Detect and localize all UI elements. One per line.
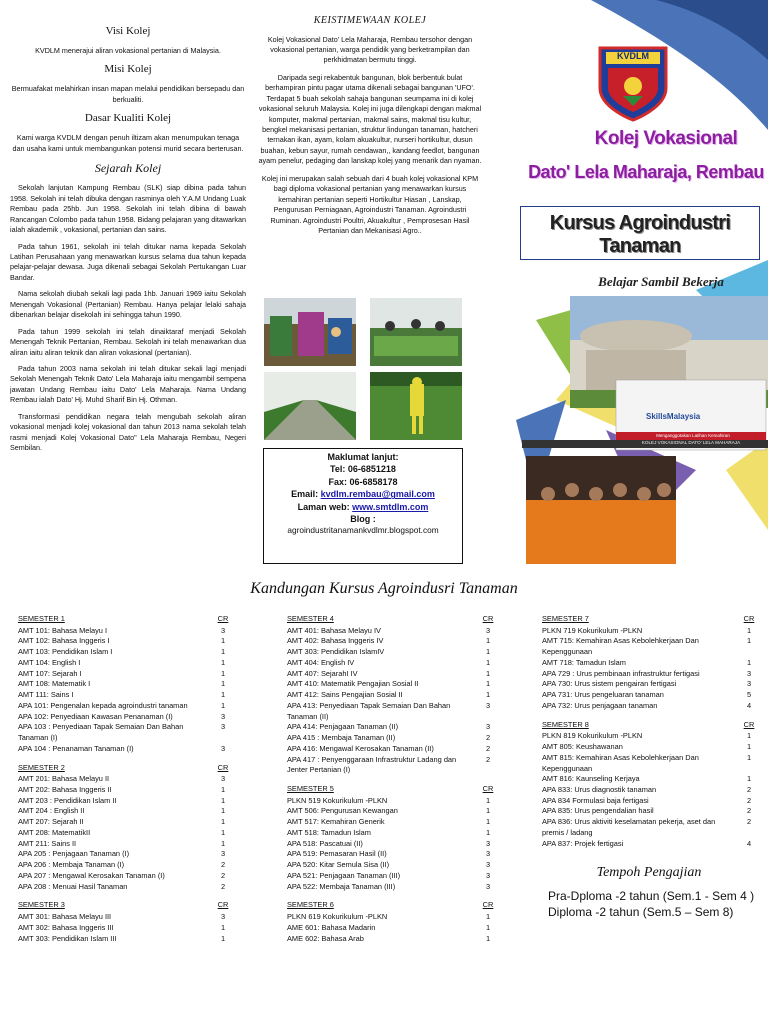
sejarah-para: Nama sekolah diubah sekali lagi pada 1hb. Januari 1969 iaitu Sekolah Menengah Vokasional (Pertanian) Rembau. Hanya pelajar lelaki sahaja dibenarkan belajar disekolah ini sehingga tahun 1990. bbox=[10, 289, 246, 320]
course-row bbox=[18, 934, 230, 945]
course-name: AME 601: Bahasa Madarin bbox=[287, 922, 376, 932]
course-credit: 5 bbox=[746, 690, 752, 700]
semester-block bbox=[542, 614, 756, 712]
semester-header bbox=[287, 784, 495, 795]
course-row bbox=[287, 658, 495, 669]
course-name: APA 417 : Penyenggaraan Infrastruktur Ladang dan Jenter Pertanian (I) bbox=[287, 754, 457, 775]
course-name: APA 413: Penyediaan Tapak Semaian Dan Bahan Tanaman (II) bbox=[287, 700, 451, 721]
course-row bbox=[18, 882, 230, 893]
course-credit: 1 bbox=[485, 922, 491, 932]
course-credit: 1 bbox=[220, 636, 226, 646]
cr-header: CR bbox=[482, 614, 494, 623]
contact-title: Maklumat lanjut: bbox=[327, 452, 399, 462]
misi-text: Bermuafakat melahirkan insan mapan melalui pendidikan bersepadu dan berkualiti. bbox=[11, 84, 245, 104]
course-credit: 1 bbox=[746, 636, 752, 646]
course-credit: 1 bbox=[485, 647, 491, 657]
course-credit: 1 bbox=[485, 827, 491, 837]
course-row bbox=[18, 636, 230, 647]
course-name: APA 205 : Penjagaan Tanaman (I) bbox=[18, 849, 130, 859]
course-credit: 1 bbox=[485, 668, 491, 678]
semester-header bbox=[18, 900, 230, 911]
course-name: AMT 404: English IV bbox=[287, 657, 355, 667]
course-name: APA 206 : Membaja Tanaman (I) bbox=[18, 860, 125, 870]
course-credit: 2 bbox=[485, 754, 491, 764]
course-credit: 1 bbox=[746, 657, 752, 667]
visi-text: KVDLM menerajui aliran vokasional pertanian di Malaysia. bbox=[35, 45, 221, 55]
semester-list bbox=[542, 614, 756, 849]
course-name: APA 101: Pengenalan kepada agroindustri tanaman bbox=[18, 700, 188, 710]
course-row bbox=[287, 882, 495, 893]
contact-box bbox=[263, 448, 463, 564]
course-name: AME 602: Bahasa Arab bbox=[287, 933, 364, 943]
course-row bbox=[542, 806, 756, 817]
cover-title-name: Dato' Lela Maharaja, Rembau bbox=[528, 162, 764, 182]
course-credit: 1 bbox=[746, 774, 752, 784]
course-credit: 2 bbox=[220, 881, 226, 891]
course-name: AMT 303: Pendidikan IslamIV bbox=[287, 647, 385, 657]
semester-header bbox=[18, 763, 230, 774]
course-name: APA 102: Penyediaan Kawasan Penanaman (I) bbox=[18, 711, 173, 721]
course-credit: 1 bbox=[220, 795, 226, 805]
course-name: APA 416: Mengawal Kerosakan Tanaman (II) bbox=[287, 743, 434, 753]
web-link[interactable]: www.smtdlm.com bbox=[352, 501, 429, 512]
course-row bbox=[542, 817, 756, 838]
course-credit: 1 bbox=[485, 912, 491, 922]
course-name: APA 208 : Menuai Hasil Tanaman bbox=[18, 881, 128, 891]
cr-header: CR bbox=[217, 900, 229, 910]
course-credit: 1 bbox=[220, 647, 226, 657]
course-row bbox=[18, 817, 230, 828]
course-row bbox=[18, 690, 230, 701]
course-credit: 3 bbox=[485, 881, 491, 891]
course-credit: 1 bbox=[220, 668, 226, 678]
course-credit: 2 bbox=[220, 870, 226, 880]
course-name: PLKN 619 Kokurikulum -PLKN bbox=[287, 912, 388, 922]
course-name: AMT 302: Bahasa Inggeris III bbox=[18, 922, 114, 932]
course-row bbox=[18, 701, 230, 712]
course-credit: 2 bbox=[485, 743, 491, 753]
tempoh-line-1: Pra-Dploma -2 tahun (Sem.1 - Sem 4 ) bbox=[548, 888, 755, 903]
course-credit: 3 bbox=[746, 668, 752, 678]
greenhouse-rows-photo bbox=[264, 372, 356, 440]
semester-header bbox=[287, 900, 495, 911]
course-credit: 1 bbox=[485, 806, 491, 816]
course-row bbox=[18, 871, 230, 882]
course-credit: 3 bbox=[746, 679, 752, 689]
course-credit: 1 bbox=[220, 700, 226, 710]
semester-header bbox=[18, 614, 230, 625]
course-name: AMT 412: Sains Pengajian Sosial II bbox=[287, 690, 403, 700]
email-label: Email: bbox=[291, 489, 319, 500]
course-row bbox=[18, 774, 230, 785]
course-name: AMT 208: MatematikII bbox=[18, 827, 91, 837]
course-name: APA 522: Membaja Tanaman (III) bbox=[287, 881, 396, 891]
course-name: APA 518: Pascatuai (II) bbox=[287, 838, 363, 848]
course-name: AMT 303: Pendidikan Islam III bbox=[18, 933, 117, 943]
banner-slogan: Menganggotakan Latihan Kemahiran bbox=[656, 433, 730, 438]
course-credit: 3 bbox=[485, 860, 491, 870]
course-name: APA 103 : Penyediaan Tapak Semaian Dan Bahan Tanaman (I) bbox=[18, 722, 184, 743]
course-name: AMT 207: Sejarah II bbox=[18, 817, 84, 827]
course-row bbox=[287, 755, 495, 776]
course-row bbox=[542, 731, 756, 742]
cr-header: CR bbox=[482, 900, 494, 910]
course-row bbox=[18, 860, 230, 871]
course-credit: 2 bbox=[746, 817, 752, 827]
tempoh-line-2: Diploma -2 tahun (Sem.5 – Sem 8) bbox=[548, 904, 734, 919]
course-row bbox=[287, 690, 495, 701]
course-row bbox=[287, 647, 495, 658]
course-name: AMT 102: Bahasa Inggeris I bbox=[18, 636, 110, 646]
course-credit: 3 bbox=[485, 625, 491, 635]
semester-header bbox=[542, 614, 756, 625]
course-row bbox=[542, 658, 756, 669]
course-row bbox=[287, 701, 495, 722]
course-name: AMT 816: Kaunseling Kerjaya bbox=[542, 774, 640, 784]
sejarah-para: Transformasi pendidikan negara telah mengubah sekolah aliran vokasional menjadi kolej vokasional dan tahun 2013 nama sekolah telah rasmi menjadi Kolej Vokasional Dato" Lela Maharaja Rembau, Negeri Sembilan. bbox=[10, 411, 246, 453]
course-row bbox=[18, 722, 230, 743]
course-row bbox=[18, 679, 230, 690]
course-row bbox=[287, 923, 495, 934]
blog-label: Blog : bbox=[350, 514, 376, 525]
course-name: APA 833: Urus diagnostik tanaman bbox=[542, 785, 657, 795]
course-name: APA 837: Projek fertigasi bbox=[542, 838, 624, 848]
course-credit: 1 bbox=[220, 827, 226, 837]
semester-name: SEMESTER 8 bbox=[542, 719, 589, 729]
course-credit: 1 bbox=[220, 922, 226, 932]
cover-tagline: Belajar Sambil Bekerja bbox=[598, 274, 724, 289]
semester-name: SEMESTER 1 bbox=[18, 614, 65, 623]
course-credit: 1 bbox=[485, 690, 491, 700]
photo-grid bbox=[264, 298, 464, 444]
semester-block bbox=[18, 900, 230, 944]
course-row bbox=[287, 806, 495, 817]
course-name: AMT 202: Bahasa Inggeris II bbox=[18, 785, 112, 795]
course-row bbox=[18, 796, 230, 807]
course-row bbox=[287, 636, 495, 647]
course-name: AMT 410: Matematik Pengajian Sosial II bbox=[287, 679, 419, 689]
semester-block bbox=[287, 900, 495, 944]
course-name: AMT 518: Tamadun Islam bbox=[287, 827, 371, 837]
course-row bbox=[542, 626, 756, 637]
course-name: AMT 715: Kemahiran Asas Kebolehkerjaan Dan Kepenggunaan bbox=[542, 636, 699, 657]
course-row bbox=[287, 626, 495, 637]
course-row bbox=[542, 679, 756, 690]
blog-url[interactable]: agroindustritanamankvdlmr.blogspot.com bbox=[287, 525, 439, 536]
greenhouse-seedlings-photo bbox=[370, 298, 462, 366]
semester-column-3 bbox=[542, 614, 756, 920]
course-credit: 1 bbox=[220, 933, 226, 943]
course-row bbox=[287, 828, 495, 839]
web-label: Laman web: bbox=[297, 501, 350, 512]
course-row bbox=[287, 871, 495, 882]
course-row bbox=[18, 658, 230, 669]
course-row bbox=[18, 712, 230, 723]
cr-header: CR bbox=[482, 784, 494, 794]
course-row bbox=[287, 722, 495, 733]
course-credit: 1 bbox=[485, 933, 491, 943]
course-name: APA 731: Urus pengeluaran tanaman bbox=[542, 690, 664, 700]
course-row bbox=[18, 828, 230, 839]
features-para: Kolej Vokasional Dato' Lela Maharaja, Rembau tersohor dengan vokasional pertanian, warga pendidik yang berketrampilan dan perkhidmatan bermutu tinggi. bbox=[267, 34, 473, 65]
course-row bbox=[542, 669, 756, 680]
course-row bbox=[542, 796, 756, 807]
course-credit: 1 bbox=[220, 679, 226, 689]
semester-header bbox=[287, 614, 495, 625]
sejarah-title: Sejarah Kolej bbox=[94, 161, 162, 175]
cr-header: CR bbox=[743, 614, 755, 623]
contact-web-line bbox=[264, 501, 462, 513]
course-credit: 3 bbox=[220, 625, 226, 635]
course-row bbox=[18, 785, 230, 796]
course-credit: 1 bbox=[746, 742, 752, 752]
course-credit: 1 bbox=[485, 817, 491, 827]
semester-name: SEMESTER 2 bbox=[18, 762, 65, 772]
course-name: AMT 204 : English II bbox=[18, 806, 85, 816]
course-name: APA 834 Formulasi baja fertigasi bbox=[542, 795, 649, 805]
course-name: APA 835: Urus pengendalian hasil bbox=[542, 806, 654, 816]
course-credit: 3 bbox=[485, 722, 491, 732]
course-row bbox=[287, 679, 495, 690]
course-row bbox=[18, 849, 230, 860]
course-credit: 3 bbox=[220, 711, 226, 721]
semester-name: SEMESTER 6 bbox=[287, 900, 334, 910]
cover-title-college: Kolej Vokasional bbox=[594, 128, 738, 149]
course-row bbox=[18, 912, 230, 923]
course-credit: 1 bbox=[220, 657, 226, 667]
course-name: APA 207 : Mengawal Kerosakan Tanaman (I) bbox=[18, 870, 165, 880]
course-row bbox=[18, 647, 230, 658]
course-row bbox=[287, 796, 495, 807]
features-para: Daripada segi rekabentuk bangunan, blok berbentuk bulat berhampiran pintu pagar utama dikenali sebagai bangunan 'UFO'. Terdapat 5 buah sekolah sahaja bangunan seumpama ini di kolej vokasional seluruh Malaysia. Kolej ini juga dilengkapi dengan makmal komputer, makmal pertanian, makmal sains, makmal tisu kultur, bengkel mekanisasi pertanian, struktur lindungan tanaman, hatcheri ternakan ikan, ayam, kolam akuakultur, nurseri hortikultur, dusun buahan, kebun sayur, rumah cendawan,, kandang feedlot, bangunan ayam penelur, pedaging dan lanskap kolej yang menarik dan nyaman. bbox=[258, 72, 482, 166]
course-credit: 2 bbox=[746, 785, 752, 795]
course-name: AMT 104: English I bbox=[18, 657, 81, 667]
course-credit: 1 bbox=[746, 625, 752, 635]
course-credit: 3 bbox=[220, 912, 226, 922]
course-name: AMT 107: Sejarah I bbox=[18, 668, 82, 678]
course-credit: 2 bbox=[746, 806, 752, 816]
dasar-title: Dasar Kualiti Kolej bbox=[84, 112, 172, 125]
course-credit: 3 bbox=[220, 743, 226, 753]
course-row bbox=[542, 690, 756, 701]
course-credit: 1 bbox=[485, 636, 491, 646]
semester-block bbox=[542, 720, 756, 850]
features-para: Kolej ini merupakan salah sebuah dari 4 buah kolej vokasional KPM bagi diploma vokasional pertanian yang menawarkan kursus kemahiran pertanian seperti Hortikultur Hiasan , Lanskap, Pengurusan Perniagaan, Agroindustri Tanaman. Agroindustri Ruminan. Agroindustri Poultri, Akuakultur , Pemprosesan Hasil Pertanian dan Mekanisasi Agro.. bbox=[261, 173, 479, 235]
course-name: AMT 805: Keushawanan bbox=[542, 742, 623, 752]
semester-block bbox=[18, 763, 230, 893]
course-name: PLKN 719 Kokurikulum -PLKN bbox=[542, 625, 643, 635]
course-credit: 2 bbox=[746, 795, 752, 805]
course-credit: 1 bbox=[220, 838, 226, 848]
course-row bbox=[542, 839, 756, 850]
course-row bbox=[287, 817, 495, 828]
course-name: AMT 401: Bahasa Melayu IV bbox=[287, 625, 381, 635]
visi-title: Visi Kolej bbox=[105, 25, 151, 37]
course-name: AMT 103: Pendidikan Islam I bbox=[18, 647, 113, 657]
course-name: APA 519: Pemasaran Hasil (II) bbox=[287, 849, 387, 859]
course-name: AMT 301: Bahasa Melayu III bbox=[18, 912, 112, 922]
course-credit: 3 bbox=[485, 849, 491, 859]
course-row bbox=[18, 669, 230, 680]
course-name: APA 415 : Membaja Tanaman (II) bbox=[287, 733, 396, 743]
contact-email-line bbox=[264, 488, 462, 500]
exhibition-photo bbox=[264, 298, 356, 366]
course-credit: 1 bbox=[746, 731, 752, 741]
semester-column-2 bbox=[287, 614, 495, 952]
semester-block bbox=[287, 784, 495, 892]
course-credit: 1 bbox=[220, 806, 226, 816]
course-row bbox=[287, 733, 495, 744]
course-credit: 3 bbox=[485, 870, 491, 880]
course-credit: 2 bbox=[220, 860, 226, 870]
course-name: AMT 402: Bahasa Inggeris IV bbox=[287, 636, 384, 646]
semester-name: SEMESTER 5 bbox=[287, 784, 334, 794]
features-column bbox=[258, 14, 482, 243]
cr-header: CR bbox=[743, 719, 755, 729]
semester-header bbox=[542, 720, 756, 731]
course-name: APA 729 : Urus pembinaan infrastruktur fertigasi bbox=[542, 668, 700, 678]
course-row bbox=[18, 923, 230, 934]
course-row bbox=[542, 636, 756, 657]
sejarah-para: Pada tahun 1961, sekolah ini telah ditukar nama kepada Sekolah Latihan Perusahaan yang menawarkan kursus selama dua tahun kepada pelajar-pelajar dewasa. Juga dikenali sebagai Sekolah Pertukangan Luar Bandar. bbox=[10, 241, 246, 282]
banner-brand: SkillsMalaysia bbox=[646, 412, 701, 421]
course-name: PLKN 819 Kokurikulum -PLKN bbox=[542, 731, 643, 741]
course-name: AMT 203 : Pendidikan Islam II bbox=[18, 795, 117, 805]
semester-name: SEMESTER 4 bbox=[287, 614, 334, 623]
course-row bbox=[542, 753, 756, 774]
course-credit: 1 bbox=[746, 752, 752, 762]
course-name: APA 732: Urus penjagaan tanaman bbox=[542, 700, 658, 710]
course-credit: 1 bbox=[220, 817, 226, 827]
course-name: APA 836: Urus aktiviti keselamatan pekerja, aset dan premis / ladang bbox=[542, 817, 716, 837]
semester-column-1 bbox=[18, 614, 230, 952]
course-row bbox=[18, 806, 230, 817]
course-name: APA 520: Kitar Semula Sisa (II) bbox=[287, 860, 390, 870]
course-name: AMT 201: Bahasa Melayu II bbox=[18, 774, 110, 784]
email-link[interactable]: kvdlm.rembau@gmail.com bbox=[320, 489, 435, 500]
course-row bbox=[287, 669, 495, 680]
course-credit: 4 bbox=[746, 838, 752, 848]
course-name: AMT 111: Sains I bbox=[18, 690, 74, 700]
sejarah-para: Sekolah lanjutan Kampung Rembau (SLK) siap dibina pada tahun 1958. Sekolah ini telah dibuka dengan rasminya oleh Y.A.M Undang Luak Rembau pada 25hb. Jun 1958. Sekolah ini telah dibina di bawah Rancangan Colombo pada tahun 1958. Bidang pelajaran yang ditawarkan ialah akademik , vokasional, pertanian dan sains. bbox=[10, 183, 246, 235]
course-name: AMT 407: SejarahI IV bbox=[287, 668, 358, 678]
field-worker-photo bbox=[370, 372, 462, 440]
course-credit: 2 bbox=[485, 733, 491, 743]
kandungan-title: Kandungan Kursus Agroindusri Tanaman bbox=[250, 580, 518, 597]
course-name: AMT 108: Matematik I bbox=[18, 679, 91, 689]
cover-panel bbox=[496, 0, 768, 580]
course-name: AMT 718: Tamadun Islam bbox=[542, 657, 626, 667]
course-name: APA 104 : Penanaman Tanaman (I) bbox=[18, 743, 134, 753]
course-row bbox=[287, 860, 495, 871]
course-row bbox=[287, 849, 495, 860]
course-row bbox=[542, 785, 756, 796]
course-name: AMT 101: Bahasa Melayu I bbox=[18, 625, 108, 635]
features-title: KEISTIMEWAAN KOLEJ bbox=[313, 15, 427, 26]
course-name: APA 521: Penjagaan Tanaman (III) bbox=[287, 870, 401, 880]
semester-name: SEMESTER 3 bbox=[18, 900, 65, 910]
tempoh-title: Tempoh Pengajian bbox=[596, 865, 702, 881]
semester-block bbox=[18, 614, 230, 755]
contact-tel: Tel: 06-6851218 bbox=[330, 464, 396, 475]
building-sign: KOLEJ VOKASIONAL DATO' LELA MAHARAJA bbox=[641, 440, 741, 445]
crest-label: KVDLM bbox=[617, 51, 649, 61]
course-row bbox=[287, 744, 495, 755]
semester-name: SEMESTER 7 bbox=[542, 614, 589, 623]
course-credit: 3 bbox=[485, 700, 491, 710]
course-row bbox=[18, 626, 230, 637]
course-row bbox=[18, 744, 230, 755]
course-credit: 1 bbox=[220, 690, 226, 700]
course-credit: 3 bbox=[220, 722, 226, 732]
sejarah-para: Pada tahun 1999 sekolah ini telah dinaiktaraf menjadi Sekolah Menengah Teknik Pertanian, Rembau. Sekolah ini telah menawarkan dua aliran iaitu aliran teknik dan aliran vokasional (pertanian). bbox=[10, 326, 246, 357]
dasar-text: Kami warga KVDLM dengan penuh iltizam akan menumpukan tenaga dan usaha kami untuk membangunkan potensi murid secara berterusan. bbox=[12, 133, 244, 153]
course-name: AMT 211: Sains II bbox=[18, 838, 77, 848]
course-row bbox=[542, 742, 756, 753]
course-name: APA 730: Urus sistem pengairan fertigasi bbox=[542, 679, 677, 689]
misi-title: Misi Kolej bbox=[104, 63, 152, 76]
course-credit: 3 bbox=[220, 774, 226, 784]
course-credit: 1 bbox=[220, 785, 226, 795]
course-credit: 3 bbox=[485, 838, 491, 848]
contact-fax: Fax: 06-6858178 bbox=[328, 476, 398, 487]
course-credit: 1 bbox=[485, 795, 491, 805]
course-name: APA 414: Penjagaan Tanaman (II) bbox=[287, 722, 399, 732]
course-credit: 3 bbox=[220, 849, 226, 859]
course-row bbox=[542, 701, 756, 712]
sejarah-para: Pada tahun 2003 nama sekolah ini telah ditukar sekali lagi menjadi Sekolah Menengah Teknik Dato' Lela Maharaja iaitu mengambil sempena jawatan Undang Rembau iaitu Dato' Lela Maharaja. Nama Undang Rembau ialah Dato' Hj. Muhd Sharif Bin Hj. Othman. bbox=[10, 363, 246, 405]
course-row bbox=[287, 934, 495, 945]
course-row bbox=[18, 839, 230, 850]
course-credit: 4 bbox=[746, 700, 752, 710]
course-name: AMT 506: Pengurusan Kewangan bbox=[287, 806, 398, 816]
course-credit: 1 bbox=[485, 657, 491, 667]
course-row bbox=[287, 912, 495, 923]
course-credit: 1 bbox=[485, 679, 491, 689]
course-name: AMT 815: Kemahiran Asas Kebolehkerjaan Dan Kepenggunaan bbox=[542, 752, 699, 773]
semester-block bbox=[287, 614, 495, 776]
course-name: PLKN 519 Kokurikulum -PLKN bbox=[287, 795, 388, 805]
about-column bbox=[10, 18, 246, 459]
course-row bbox=[287, 839, 495, 850]
course-name: AMT 517: Kemahiran Generik bbox=[287, 817, 385, 827]
cr-header: CR bbox=[217, 614, 229, 623]
course-row bbox=[542, 774, 756, 785]
cr-header: CR bbox=[217, 762, 229, 772]
cover-title-course: Kursus Agroindustri Tanaman bbox=[549, 212, 731, 257]
